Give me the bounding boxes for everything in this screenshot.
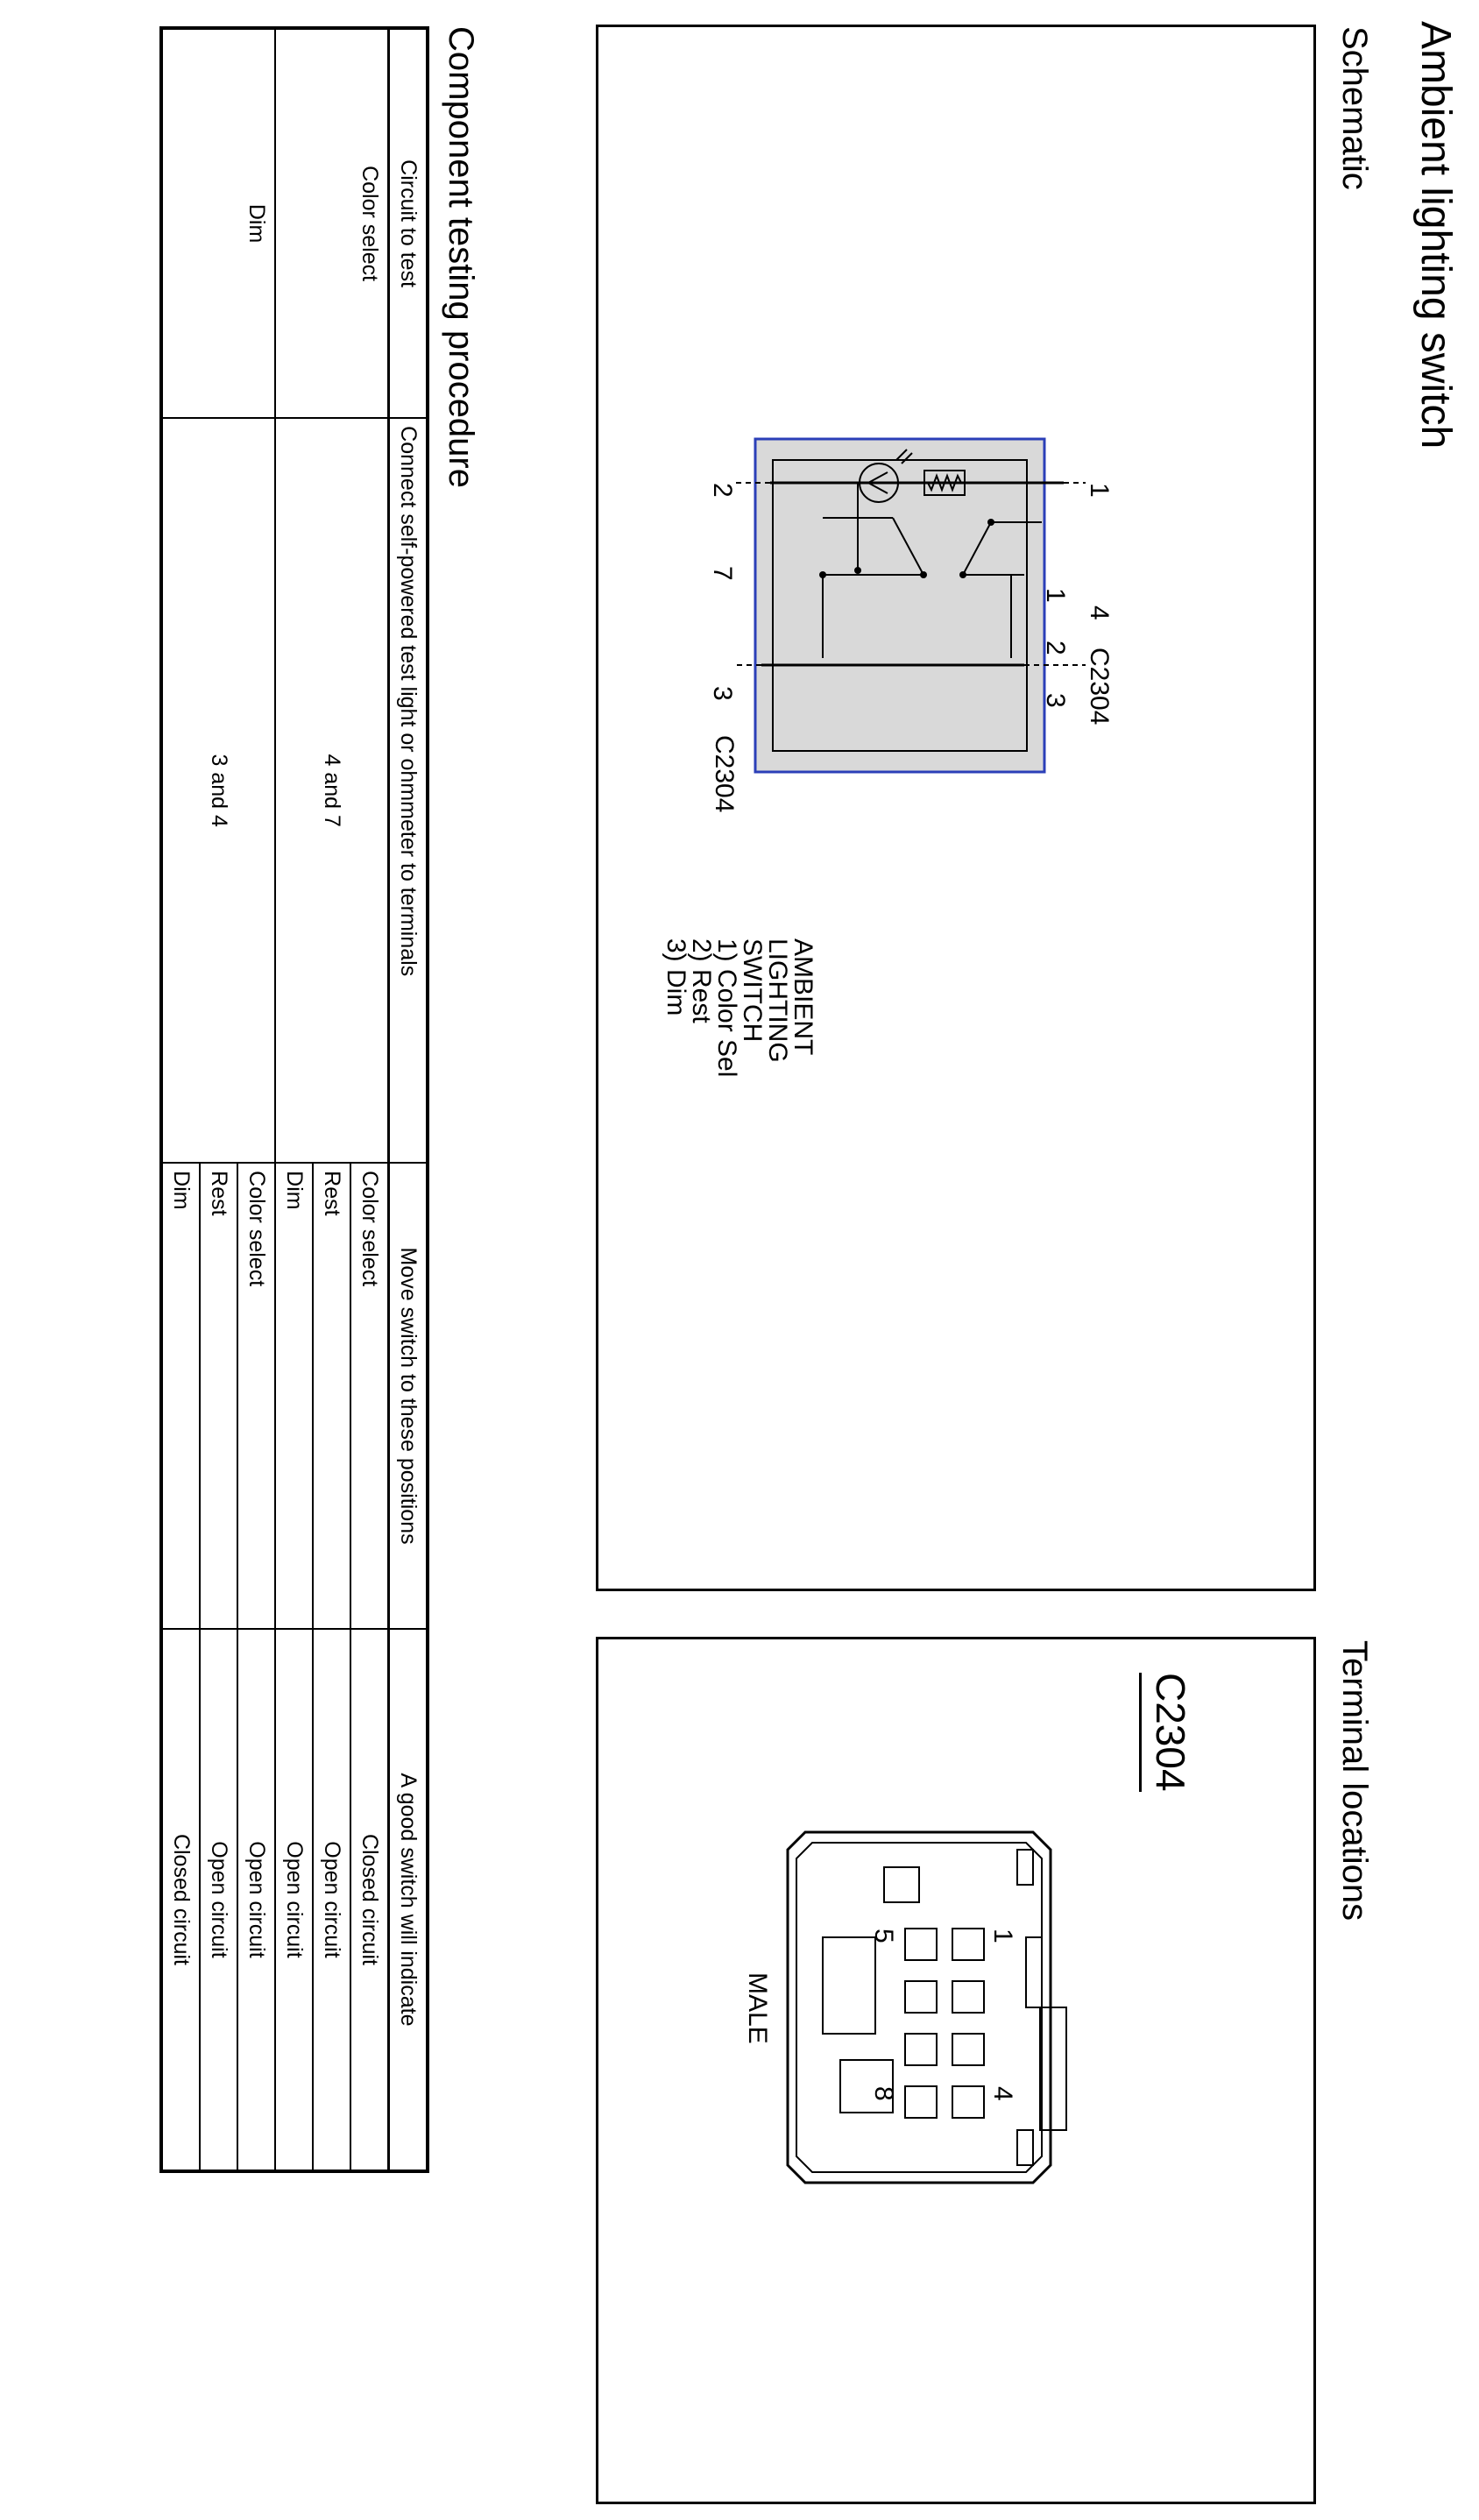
result-cell: Open circuit [275, 1629, 313, 2171]
result-cell: Open circuit [237, 1629, 275, 2171]
terminal-connector-title: C2304 [1139, 1673, 1194, 1792]
legend-line: LIGHTING [763, 938, 792, 1063]
circuit-cell: Color select [275, 28, 389, 418]
position-cell: Dim [275, 1163, 313, 1629]
procedure-heading: Component testing procedure [442, 26, 480, 488]
switch-position-label: 2 [1041, 641, 1070, 655]
connector-label: C2304 [1085, 648, 1114, 726]
table-row [237, 28, 275, 2171]
position-cell: Rest [313, 1163, 350, 1629]
header-cell: A good switch will indicate [389, 1629, 428, 2171]
legend-line: SWITCH [738, 938, 767, 1043]
terminal-pin-label: 8 [869, 2086, 898, 2101]
header-cell: Move switch to these positions [389, 1163, 428, 1629]
switch-position-label: 3 [1041, 693, 1070, 708]
pin-label: 4 [1085, 605, 1114, 620]
component-test-table [159, 26, 429, 2173]
circuit-cell: Dim [161, 28, 275, 418]
connector-face-diagram [593, 1639, 1313, 2507]
pin-label: 1 [1085, 483, 1114, 498]
terminals-cell: 3 and 4 [161, 418, 275, 1163]
connector-gender-label: MALE [743, 1972, 772, 2044]
connector-label: C2304 [710, 735, 739, 813]
document-title: Ambient lighting switch [1412, 21, 1459, 449]
table-header-row [389, 28, 428, 2171]
schematic-heading: Schematic [1335, 26, 1374, 190]
position-cell: Color select [237, 1163, 275, 1629]
result-cell: Open circuit [200, 1629, 237, 2171]
legend-line: 2) Rest [687, 938, 716, 1023]
table-row [350, 28, 389, 2171]
result-cell: Closed circuit [350, 1629, 389, 2171]
terminal-pin-label: 4 [988, 2086, 1017, 2101]
legend-line: AMBIENT [789, 938, 817, 1056]
terminal-pin-label: 5 [869, 1929, 898, 1943]
position-cell: Color select [350, 1163, 389, 1629]
pin-label: 3 [708, 686, 737, 701]
position-cell: Rest [200, 1163, 237, 1629]
switch-position-label: 1 [1041, 588, 1070, 603]
terminal-locations-panel [596, 1637, 1316, 2504]
header-cell: Connect self-powered test light or ohmmeter to terminals [389, 418, 428, 1163]
result-cell: Closed circuit [161, 1629, 200, 2171]
schematic-panel [596, 25, 1316, 1591]
header-cell: Circuit to test [389, 28, 428, 418]
terminal-pin-label: 1 [988, 1929, 1017, 1943]
position-cell: Dim [161, 1163, 200, 1629]
schematic-diagram [593, 27, 1313, 1594]
legend-line: 3) Dim [662, 938, 690, 1016]
result-cell: Open circuit [313, 1629, 350, 2171]
pin-label: 2 [708, 483, 737, 498]
terminal-locations-heading: Terminal locations [1335, 1640, 1374, 1922]
pin-label: 7 [708, 566, 737, 581]
legend-line: 1) Color Sel [712, 938, 741, 1078]
terminals-cell: 4 and 7 [275, 418, 389, 1163]
schematic-legend [663, 938, 816, 1077]
